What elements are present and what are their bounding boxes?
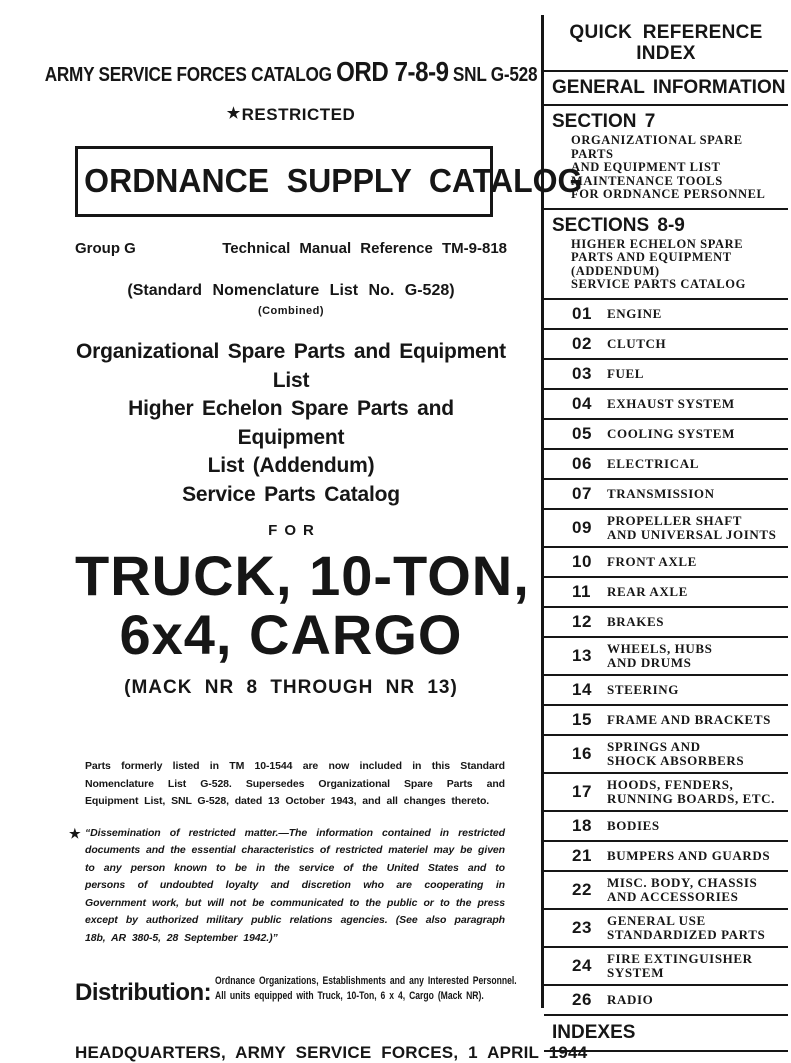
- index-item-number: 01: [572, 303, 592, 323]
- index-item-label: REAR AXLE: [607, 583, 688, 599]
- index-item-label: PROPELLER SHAFT AND UNIVERSAL JOINTS: [607, 512, 777, 542]
- index-item-label: RADIO: [607, 991, 654, 1007]
- restricted-marking: [75, 104, 507, 125]
- index-item-number: 16: [572, 743, 592, 763]
- index-item-number: 24: [572, 955, 592, 975]
- index-item: [544, 548, 788, 578]
- sections-8-9-description: [552, 238, 788, 292]
- index-item: [544, 948, 788, 986]
- index-item-label: BUMPERS AND GUARDS: [607, 847, 771, 863]
- footnote-star-icon: ★: [226, 105, 241, 122]
- index-item: [544, 638, 788, 676]
- index-item-number: 13: [572, 645, 592, 665]
- subtitle-line: List (Addendum): [207, 454, 375, 477]
- quick-reference-title-line-1: QUICK REFERENCE: [569, 22, 763, 43]
- index-item: [544, 872, 788, 910]
- main-title-line-1: TRUCK, 10-TON,: [75, 544, 530, 607]
- dissemination-note-text: “Dissemination of restricted matter.—The information contained in restricted documents and the essential characteristics of restricted materiel may be given to any person known to be in the service of the United States and to persons of undoubted loyalty and discretion who are cooperating in Government work, but will not be communicated to the public or to the press except by authorized military public relations agencies. (See also paragraph 18b, AR 380-5, 28 September 1942.)”: [85, 826, 505, 944]
- index-item-label: EXHAUST SYSTEM: [607, 395, 735, 411]
- for-label: FOR: [268, 522, 321, 539]
- index-item: [544, 736, 788, 774]
- index-item-label: BODIES: [607, 817, 660, 833]
- index-list: [544, 300, 788, 1016]
- footnotes-block: [69, 758, 507, 947]
- ordnance-supply-catalog-box: [75, 146, 583, 217]
- restricted-label: RESTRICTED: [241, 105, 356, 124]
- index-item-label: ENGINE: [607, 305, 662, 321]
- index-item-number: 09: [572, 517, 592, 537]
- sections-8-9-description-line: SERVICE PARTS CATALOG: [571, 277, 746, 291]
- index-item: [544, 910, 788, 948]
- index-item: [544, 330, 788, 360]
- combined-line: (Combined): [257, 305, 325, 317]
- snl-number: SNL G-528: [452, 64, 538, 86]
- index-item-label: HOODS, FENDERS, RUNNING BOARDS, ETC.: [607, 776, 776, 806]
- section-7-description-line: FOR ORDNANCE PERSONNEL: [571, 187, 766, 201]
- index-item-number: 06: [572, 453, 592, 473]
- index-item-number: 21: [572, 845, 592, 865]
- quick-reference-title-line-2: INDEX: [636, 43, 696, 64]
- mack-range-subtitle: (MACK NR 8 THROUGH NR 13): [124, 677, 458, 698]
- distribution-label: Distribution:: [75, 979, 212, 1006]
- group-reference-row: [75, 240, 507, 257]
- section-7-description-line: MAINTENANCE TOOLS: [571, 173, 723, 188]
- index-item-label: FRAME AND BRACKETS: [607, 711, 771, 727]
- main-title-line-2: 6x4, CARGO: [119, 603, 463, 666]
- index-item: [544, 986, 788, 1016]
- index-item: [544, 420, 788, 450]
- index-item-label: STEERING: [607, 681, 679, 697]
- index-item: [544, 676, 788, 706]
- index-item-number: 14: [572, 679, 592, 699]
- distribution-line-1: Ordnance Organizations, Establishments and any Interested Personnel.: [215, 975, 517, 987]
- index-item-number: 18: [572, 815, 592, 835]
- index-item-number: 10: [572, 551, 592, 571]
- catalog-header-line: [44, 56, 538, 88]
- index-item: [544, 360, 788, 390]
- index-item-number: 15: [572, 709, 592, 729]
- index-item-number: 12: [572, 611, 592, 631]
- index-item-number: 23: [572, 917, 592, 937]
- index-item-number: 04: [572, 393, 592, 413]
- supersedes-note: Parts formerly listed in TM 10-1544 are now included in this Standard Nomenclature List G-528. Supersedes Organizational Spare Parts and Equipment List, SNL G-528, dated 13 October 1943, and all changes thereto.: [85, 760, 505, 807]
- index-item: [544, 812, 788, 842]
- distribution-block: [75, 974, 517, 1006]
- index-item-label: ELECTRICAL: [607, 455, 699, 471]
- sections-8-9-description-line: HIGHER ECHELON SPARE: [571, 236, 744, 251]
- index-item-label: MISC. BODY, CHASSIS AND ACCESSORIES: [607, 874, 758, 904]
- index-item-number: 07: [572, 483, 592, 503]
- index-item: [544, 510, 788, 548]
- index-item-number: 02: [572, 333, 592, 353]
- section-7-description-line: ORGANIZATIONAL SPARE PARTS: [571, 133, 743, 161]
- boxed-title: ORDNANCE SUPPLY CATALOG: [84, 162, 583, 199]
- subtitle-line: Higher Echelon Spare Parts and Equipment: [128, 397, 454, 449]
- indexes-tab: [544, 1016, 788, 1052]
- group-label: Group G: [75, 240, 136, 257]
- index-item-label: CLUTCH: [607, 335, 667, 351]
- general-information-label: GENERAL INFORMATION: [552, 77, 786, 98]
- quick-reference-title: [544, 15, 788, 72]
- index-item-number: 22: [572, 879, 592, 899]
- index-item-number: 26: [572, 989, 592, 1009]
- index-item-label: BRAKES: [607, 613, 665, 629]
- dissemination-note: [69, 825, 505, 948]
- subtitle-block: [75, 338, 507, 509]
- section-7-description-line: AND EQUIPMENT LIST: [571, 160, 721, 174]
- headquarters-footer: HEADQUARTERS, ARMY SERVICE FORCES, 1 APRIL 1944: [75, 1043, 588, 1062]
- section-7-description: [552, 134, 788, 202]
- sections-8-9-tab: [544, 210, 788, 300]
- general-information-tab: [544, 72, 788, 106]
- index-item-number: 05: [572, 423, 592, 443]
- index-item-label: COOLING SYSTEM: [607, 425, 735, 441]
- tm-reference: Technical Manual Reference TM-9-818: [222, 240, 507, 257]
- sections-8-9-heading: SECTIONS 8-9: [552, 214, 685, 236]
- section-7-tab: [544, 106, 788, 210]
- sections-8-9-description-line: PARTS AND EQUIPMENT: [571, 250, 732, 264]
- section-7-heading: SECTION 7: [552, 111, 656, 132]
- index-item: [544, 300, 788, 330]
- index-item: [544, 578, 788, 608]
- index-item: [544, 842, 788, 872]
- index-item-label: TRANSMISSION: [607, 485, 715, 501]
- quick-reference-index: [541, 15, 788, 1043]
- index-item-label: FUEL: [607, 365, 645, 381]
- index-item: [544, 608, 788, 638]
- main-title: [75, 544, 530, 666]
- catalog-series-label: ARMY SERVICE FORCES CATALOG: [44, 64, 332, 86]
- index-item: [544, 706, 788, 736]
- index-item: [544, 480, 788, 510]
- snl-list-line: (Standard Nomenclature List No. G-528): [127, 282, 455, 299]
- index-item: [544, 390, 788, 420]
- index-item-label: FIRE EXTINGUISHER SYSTEM: [607, 950, 753, 980]
- index-item-label: GENERAL USE STANDARDIZED PARTS: [607, 912, 766, 942]
- footnote-star-icon: ★: [69, 825, 81, 841]
- subtitle-line: Service Parts Catalog: [182, 482, 400, 506]
- subtitle-line: Organizational Spare Parts and Equipment List: [76, 340, 506, 392]
- index-item-number: 11: [572, 581, 591, 601]
- index-item: [544, 774, 788, 812]
- index-item: [544, 450, 788, 480]
- distribution-line-2: All units equipped with Truck, 10-Ton, 6 x 4, Cargo (Mack NR).: [215, 990, 484, 1002]
- index-item-number: 03: [572, 363, 592, 383]
- indexes-label: INDEXES: [552, 1021, 636, 1043]
- index-item-label: SPRINGS AND SHOCK ABSORBERS: [607, 738, 745, 768]
- catalog-number: ORD 7-8-9: [336, 56, 449, 87]
- index-item-label: FRONT AXLE: [607, 553, 697, 569]
- sections-8-9-description-line: (ADDENDUM): [571, 263, 660, 278]
- distribution-text: [215, 974, 517, 1004]
- index-item-label: WHEELS, HUBS AND DRUMS: [607, 640, 713, 670]
- index-item-number: 17: [572, 781, 592, 801]
